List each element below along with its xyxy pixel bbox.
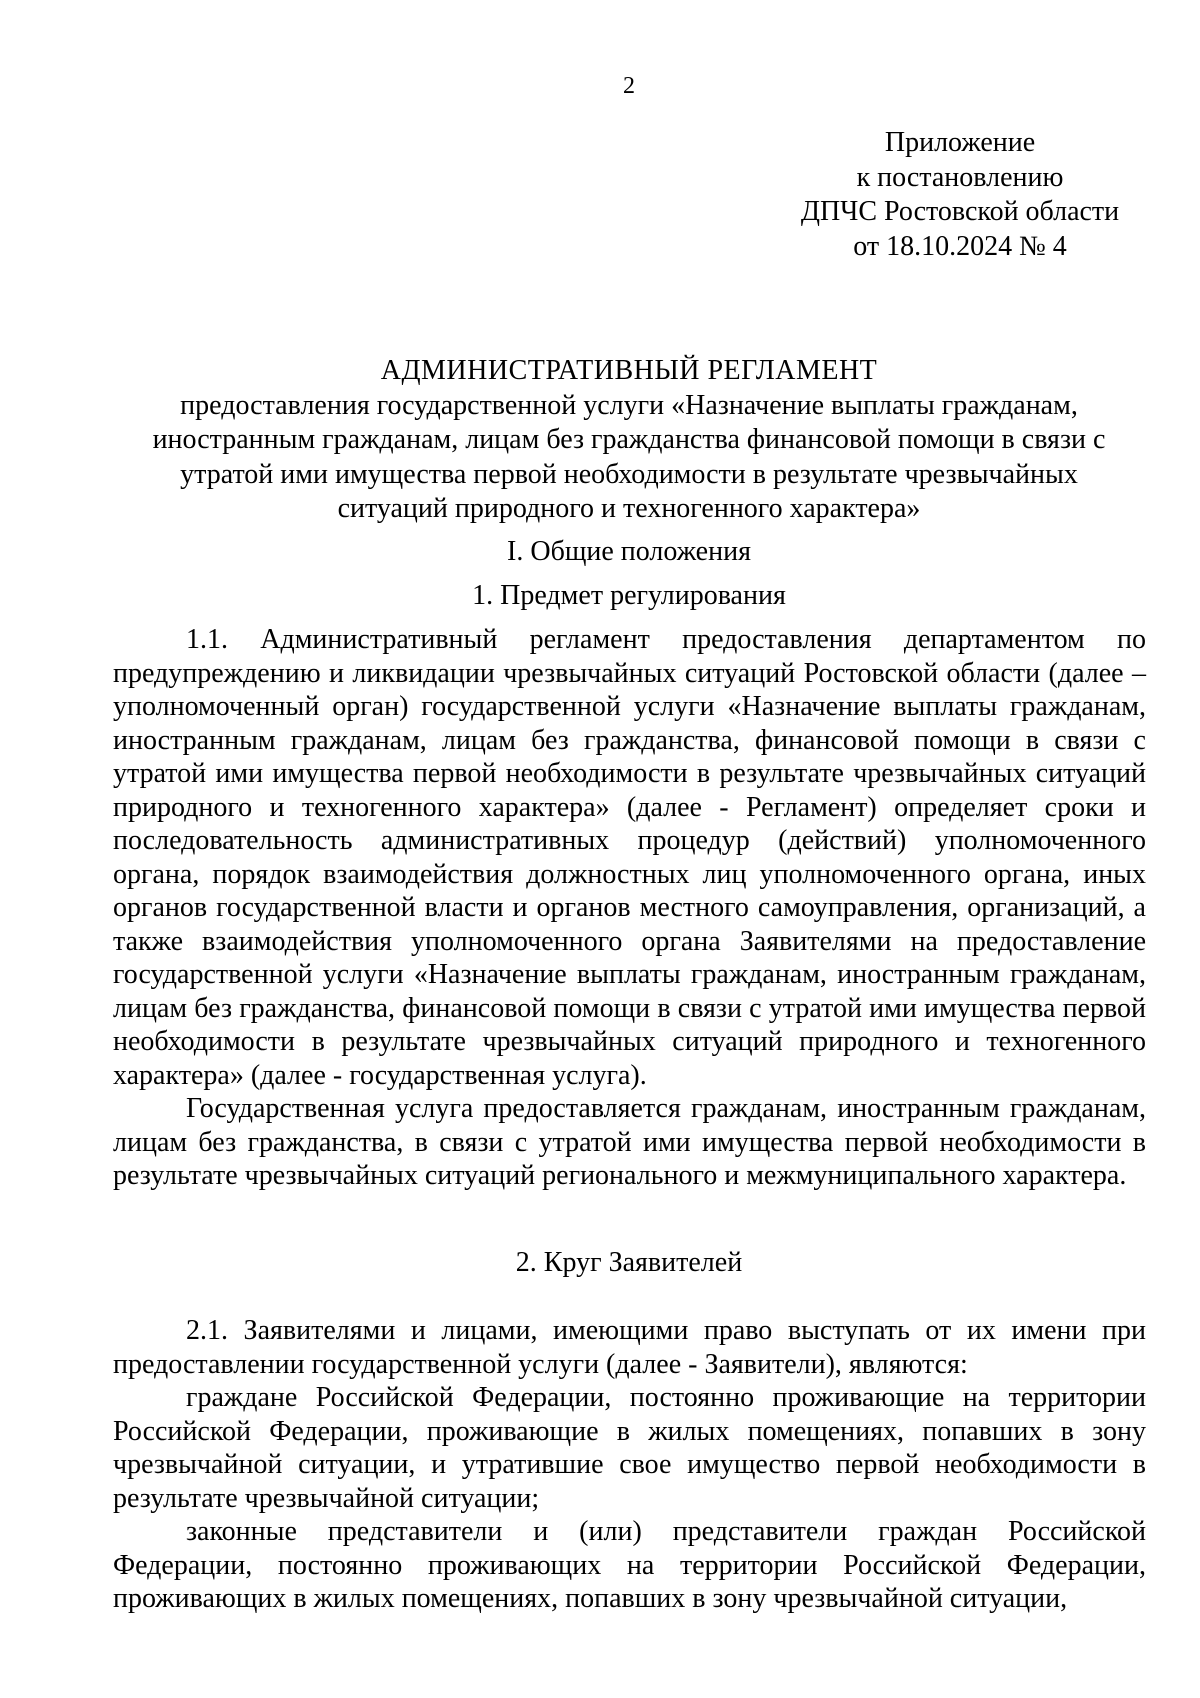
title-subline: иностранным гражданам, лицам без гражданства финансовой помощи в связи с: [152, 424, 1106, 455]
paragraph: граждане Российской Федерации, постоянно проживающие на территории Российской Федерации, проживающие в жилых помещениях, попавших в зону чрезвычайной ситуации, и утратившие свое имущество первой необходимости в результате чрезвычайной ситуации;: [113, 1382, 1146, 1514]
section-1-body: [113, 623, 1146, 1193]
page-number: 2: [623, 73, 635, 99]
section-2-body: [113, 1314, 1146, 1616]
appendix-date-number: от 18.10.2024 № 4: [853, 230, 1067, 262]
title-subline: утратой ими имущества первой необходимости в результате чрезвычайных: [180, 458, 1078, 490]
paragraph: законные представители и (или) представители граждан Российской Федерации, постоянно проживающих на территории Российской Федерации, проживающих в жилых помещениях, попавших в зону чрезвычайной ситуации,: [113, 1516, 1146, 1614]
section-subheading: 1. Предмет регулирования: [472, 580, 786, 611]
appendix-line: ДПЧС Ростовской области: [800, 196, 1120, 227]
document-title: АДМИНИСТРАТИВНЫЙ РЕГЛАМЕНТ: [380, 355, 878, 386]
section-heading: 2. Круг Заявителей: [515, 1247, 743, 1278]
paragraph: 2.1. Заявителями и лицами, имеющими право выступать от их имени при предоставлении государственной услуги (далее - Заявители), являются:: [113, 1315, 1146, 1380]
appendix-line: Приложение: [884, 127, 1036, 158]
title-subline: предоставления государственной услуги «Назначение выплаты гражданам,: [180, 389, 1078, 421]
title-subline: ситуаций природного и техногенного характера»: [337, 493, 921, 524]
document-title-block: [110, 354, 1148, 527]
paragraph: 1.1. Административный регламент предоставления департаментом по предупреждению и ликвидации чрезвычайных ситуаций Ростовской области (далее – уполномоченный орган) государственной услуги «Назначение выплаты гражданам, иностранным гражданам, лицам без гражданства, финансовой помощи в связи с утратой ими имущества первой необходимости в результате чрезвычайных ситуаций природного и техногенного характера» (далее - Регламент) определяет сроки и последовательность административных процедур (действий) уполномоченного органа, порядок взаимодействия должностных лиц уполномоченного органа, иных органов государственной власти и органов местного самоуправления, организаций, а также взаимодействия уполномоченного органа Заявителями на предоставление государственной услуги «Назначение выплаты гражданам, иностранным гражданам, лицам без гражданства, финансовой помощи в связи с утратой ими имущества первой необходимости в результате чрезвычайных ситуаций природного и техногенного характера» (далее - государственная услуга).: [113, 624, 1146, 1091]
section-heading: I. Общие положения: [507, 536, 751, 567]
appendix-note: [780, 126, 1140, 264]
appendix-line: к постановлению: [856, 161, 1064, 193]
paragraph: Государственная услуга предоставляется гражданам, иностранным гражданам, лицам без гражданства, в связи с утратой ими имущества первой необходимости в результате чрезвычайных ситуаций регионального и межмуниципального характера.: [113, 1093, 1146, 1191]
